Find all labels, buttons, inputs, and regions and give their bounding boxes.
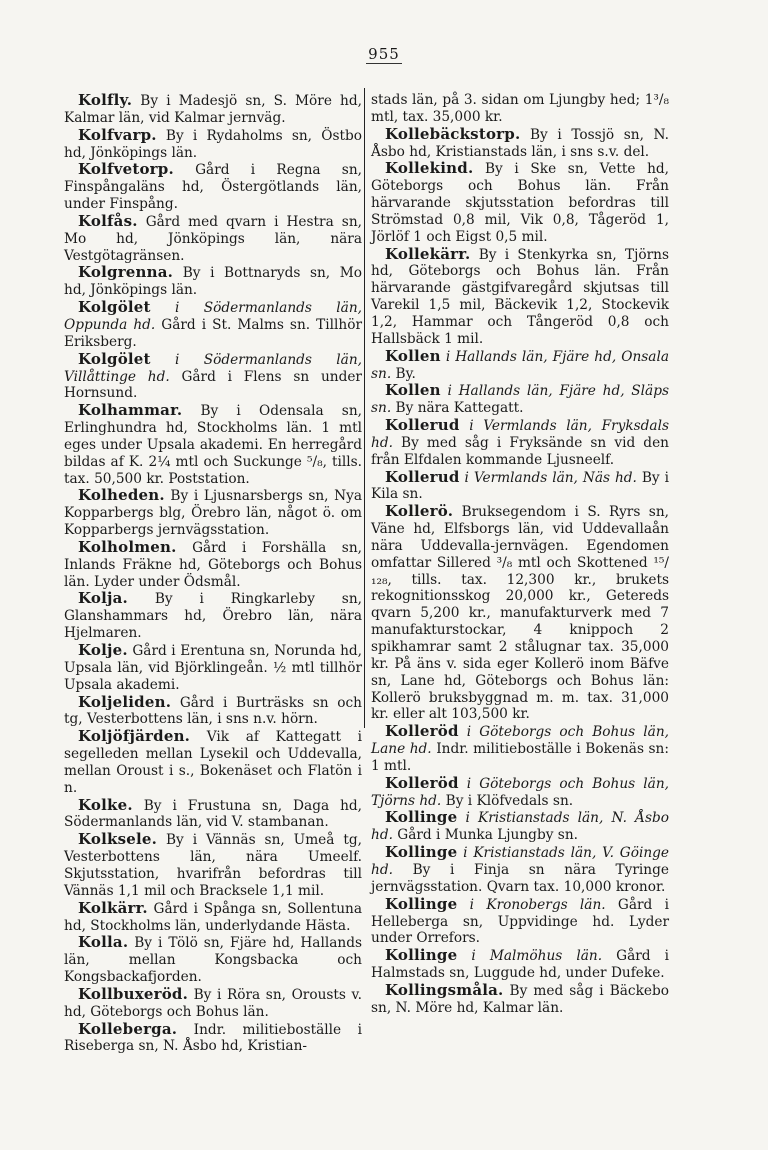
entry-text: Gård i Spånga sn, Sollentuna hd, Stockholms län, underlydande Hästa. [64, 900, 362, 934]
entry-headword: Kolja. [78, 589, 128, 608]
entry-headword: Kolla. [78, 933, 129, 952]
entry-headword: Kolgölet [78, 298, 151, 317]
dictionary-entry [64, 161, 362, 213]
entry-location: i Hallands län, Fjäre hd, Släps sn. [371, 383, 669, 417]
dictionary-entry [371, 160, 669, 245]
dictionary-entry [371, 469, 669, 504]
dictionary-entry [371, 844, 669, 896]
entry-text: By i Ske sn, Vette hd, Göteborgs och Bohus län. Från härvarande skjutsstation befordras till Strömstad 0,8 mil, Vik 0,8, Tågeröd 1, Jörlöf 1 och Eigst 0,5 mil. [371, 161, 669, 245]
entry-headword: Kolleröd [385, 773, 459, 792]
entry-text: stads län, på 3. sidan om Ljungby hed; 1³/₈ mtl, tax. 35,000 kr. [371, 92, 669, 125]
entry-text: Gård i Munka Ljungby sn. [392, 827, 578, 844]
dictionary-entry [64, 299, 362, 351]
dictionary-entry [64, 351, 362, 403]
dictionary-entry [64, 694, 362, 729]
entry-text: By i Frustuna sn, Daga hd, Södermanlands län, vid V. stambanan. [64, 797, 362, 831]
entry-text: By i Klöfvedals sn. [441, 792, 574, 809]
entry-text: By i Bottnaryds sn, Mo hd, Jönköpings län. [64, 265, 362, 299]
entry-text: By i Tölö sn, Fjäre hd, Hallands län, mellan Kongsbacka och Kongsbackafjorden. [64, 935, 362, 986]
entry-text: By nära Kattegatt. [391, 400, 524, 417]
entry-headword: Kollerö. [385, 502, 454, 521]
entry-text: Vik af Kattegatt i segelleden mellan Lysekil och Uddevalla, mellan Oroust i s., Bokenäset och Flatön i n. [64, 729, 362, 796]
entry-headword: Kolholmen. [78, 537, 177, 556]
entry-headword: Kolje. [78, 641, 128, 659]
entry-location: i Vermlands län, Fryksdals hd. [371, 418, 669, 451]
entry-text: Gård i Regna sn, Finspångaläns hd, Östergötlands län, under Finspång. [64, 162, 362, 213]
entry-headword: Kolgrenna. [78, 263, 174, 282]
entry-headword: Koljöfjärden. [78, 727, 191, 746]
entry-headword: Kollingsmåla. [385, 980, 504, 999]
entry-text: By i Madesjö sn, S. Möre hd, Kalmar län, vid Kalmar jernväg. [64, 93, 362, 126]
entry-text: Gård i St. Malms sn. Tillhör Eriksberg. [64, 316, 362, 350]
dictionary-entry [64, 831, 362, 899]
entry-headword: Kolkärr. [78, 898, 148, 917]
entry-headword: Kolfvarp. [78, 125, 157, 144]
entry-location: i Södermanlands län, Villåttinge hd. [64, 351, 362, 385]
entry-text: Gård i Halmstads sn, Luggude hd, under Dufeke. [371, 948, 669, 982]
dictionary-entry [64, 900, 362, 935]
dictionary-entry [64, 487, 362, 539]
dictionary-entry [64, 1021, 362, 1056]
entry-text: Gård med qvarn i Hestra sn, Mo hd, Jönköpings län, nära Vestgötagränsen. [64, 213, 362, 264]
entry-headword: Kolgölet [78, 349, 151, 368]
entry-text: Indr. militieboställe i Riseberga sn, N. Åsbo hd, Kristian- [64, 1021, 362, 1055]
dictionary-entry [64, 934, 362, 986]
dictionary-entry [64, 539, 362, 591]
dictionary-entry [371, 126, 669, 161]
entry-headword: Kollekind. [385, 159, 474, 178]
entry-text: By i Finja sn nära Tyringe jernvägsstation. Qvarn tax. 10,000 kronor. [371, 861, 669, 895]
entry-location: i Kristianstads län, V. Göinge hd. [371, 845, 669, 878]
entry-text: By i Ringkarleby sn, Glanshammars hd, Örebro län, nära Hjelmaren. [64, 591, 362, 642]
dictionary-entry [64, 92, 362, 127]
dictionary-entry [371, 92, 669, 126]
entry-location: i Hallands län, Fjäre hd, Onsala sn. [371, 348, 669, 382]
entry-location: i Södermanlands län, Oppunda hd. [64, 300, 362, 333]
entry-location: i Kronobergs län. [457, 896, 606, 913]
entry-text: By med såg i Fryksände sn vid den från Elfdalen kommande Ljusneelf. [371, 434, 669, 468]
entry-headword: Kolfås. [78, 211, 138, 230]
dictionary-entry [64, 213, 362, 265]
entry-location: i Göteborgs och Bohus län, Lane hd. [371, 724, 669, 758]
dictionary-entry [64, 728, 362, 796]
entry-text: By i Tossjö sn, N. Åsbo hd, Kristianstads län, i sns s.v. del. [371, 126, 669, 160]
entry-text: Bruksegendom i S. Ryrs sn, Väne hd, Elfsborgs län, vid Uddevallaån nära Uddevalla-jernvägen. Egendomen omfattar Sillered ³/₈ mtl och Skottened ¹⁵/₁₂₈, tills. tax. 12,300 kr., brukets rekognitionsskog 20,000 kr., Getereds qvarn 5,200 kr., manufakturverk med 7 manufakturstockar, 4 knippoch 2 spikhamrar samt 2 stålugnar tax. 35,000 kr. På äns v. sida eger Kollerö inom Bäfve sn, Lane hd, Göteborgs och Bohus län: Kollerö bruksbyggnad m. m. tax. 31,000 kr. eller alt 103,500 kr. [371, 504, 669, 723]
entry-headword: Koljeliden. [78, 692, 172, 711]
dictionary-entry [371, 723, 669, 775]
entry-text: Gård i Erentuna sn, Norunda hd, Upsala län, vid Björklingeån. ½ mtl tillhör Upsala akademi. [64, 643, 362, 693]
dictionary-entry [64, 590, 362, 642]
entry-headword: Kolksele. [78, 830, 158, 849]
entry-location: i Vermlands län, Näs hd. [459, 469, 637, 486]
entry-text: Indr. militieboställe i Bokenäs sn: 1 mtl. [371, 741, 669, 774]
entry-headword: Kolleberga. [78, 1019, 178, 1038]
page-number: 955 [368, 45, 400, 63]
entry-headword: Kollen [385, 346, 441, 365]
entry-location: i Göteborgs och Bohus län, Tjörns hd. [371, 775, 669, 809]
dictionary-entry [64, 127, 362, 162]
right-column [371, 92, 669, 1017]
entry-headword: Kollerud [385, 467, 460, 486]
dictionary-entry [64, 642, 362, 694]
dictionary-entry [371, 947, 669, 982]
dictionary-entry [64, 402, 362, 487]
entry-headword: Kollerud [385, 416, 460, 435]
entry-text: By i Ljusnarsbergs sn, Nya Kopparbergs blg, Örebro län, något ö. om Kopparbergs jernvägsstation. [64, 488, 362, 539]
entry-headword: Kolheden. [78, 486, 165, 505]
entry-headword: Kolhammar. [78, 401, 183, 420]
entry-text: By i Rydaholms sn, Östbo hd, Jönköpings län. [64, 127, 362, 161]
dictionary-entry [64, 797, 362, 832]
entry-text: By i Röra sn, Orousts v. hd, Göteborgs och Bohus län. [64, 986, 362, 1020]
entry-headword: Kolke. [78, 795, 133, 814]
dictionary-entry [371, 982, 669, 1017]
dictionary-entry [371, 348, 669, 383]
entry-text: Gård i Flens sn under Hornsund. [64, 368, 362, 402]
dictionary-entry [371, 503, 669, 723]
entry-headword: Kollebäckstorp. [385, 124, 521, 143]
dictionary-entry [371, 809, 669, 844]
entry-text: Gård i Forshälla sn, Inlands Fräkne hd, Göteborgs och Bohus län. Lyder under Ödsmål. [64, 539, 362, 590]
entry-location: i Kristianstads län, N. Åsbo hd. [371, 810, 669, 844]
entry-text: By i Stenkyrka sn, Tjörns hd, Göteborgs och Bohus län. Från härvarande gästgifvaregård skjutsas till Varekil 1,5 mil, Bäckevik 1,2, Stockevik 1,2, Hammar och Tångeröd 0,8 och Hallsbäck 1 mil. [371, 246, 669, 347]
entry-text: By med såg i Bäckebo sn, N. Möre hd, Kalmar län. [371, 982, 669, 1016]
dictionary-entry [371, 896, 669, 948]
entry-headword: Kollinge [385, 843, 458, 862]
left-column [64, 92, 362, 1055]
entry-headword: Kolfvetorp. [78, 160, 174, 179]
entry-text: By i Kila sn. [371, 469, 669, 503]
entry-headword: Kollinge [385, 808, 458, 827]
entry-text: Gård i Burträsks sn och tg, Vesterbottens län, i sns n.v. hörn. [64, 694, 362, 728]
column-divider [364, 88, 365, 728]
entry-headword: Kollekärr. [385, 244, 471, 263]
dictionary-entry [371, 775, 669, 810]
dictionary-entry [371, 246, 669, 348]
entry-text: Gård i Helleberga sn, Uppvidinge hd. Lyder under Orrefors. [371, 896, 669, 947]
dictionary-entry [64, 986, 362, 1021]
entry-location: i Malmöhus län. [457, 948, 603, 965]
dictionary-entry [371, 417, 669, 469]
dictionary-entry [371, 382, 669, 417]
entry-headword: Kolfly. [78, 91, 133, 109]
entry-headword: Kolleröd [385, 722, 459, 741]
entry-headword: Kollinge [385, 946, 458, 965]
entry-text: By. [391, 365, 416, 382]
entry-headword: Kollen [385, 381, 441, 400]
entry-headword: Kollbuxeröd. [78, 984, 189, 1003]
dictionary-entry [64, 264, 362, 299]
entry-headword: Kollinge [385, 894, 458, 913]
entry-text: By i Vännäs sn, Umeå tg, Vesterbottens län, nära Umeelf. Skjutsstation, hvarifrån befordras till Vännäs 1,1 mil och Bracksele 1,1 mil. [64, 832, 362, 899]
entry-text: By i Odensala sn, Erlinghundra hd, Stockholms län. 1 mtl eges under Upsala akademi. En herregård bildas af K. 2¼ mtl och Suckunge ⁵/₈, tills. tax. 50,500 kr. Poststation. [64, 403, 362, 487]
